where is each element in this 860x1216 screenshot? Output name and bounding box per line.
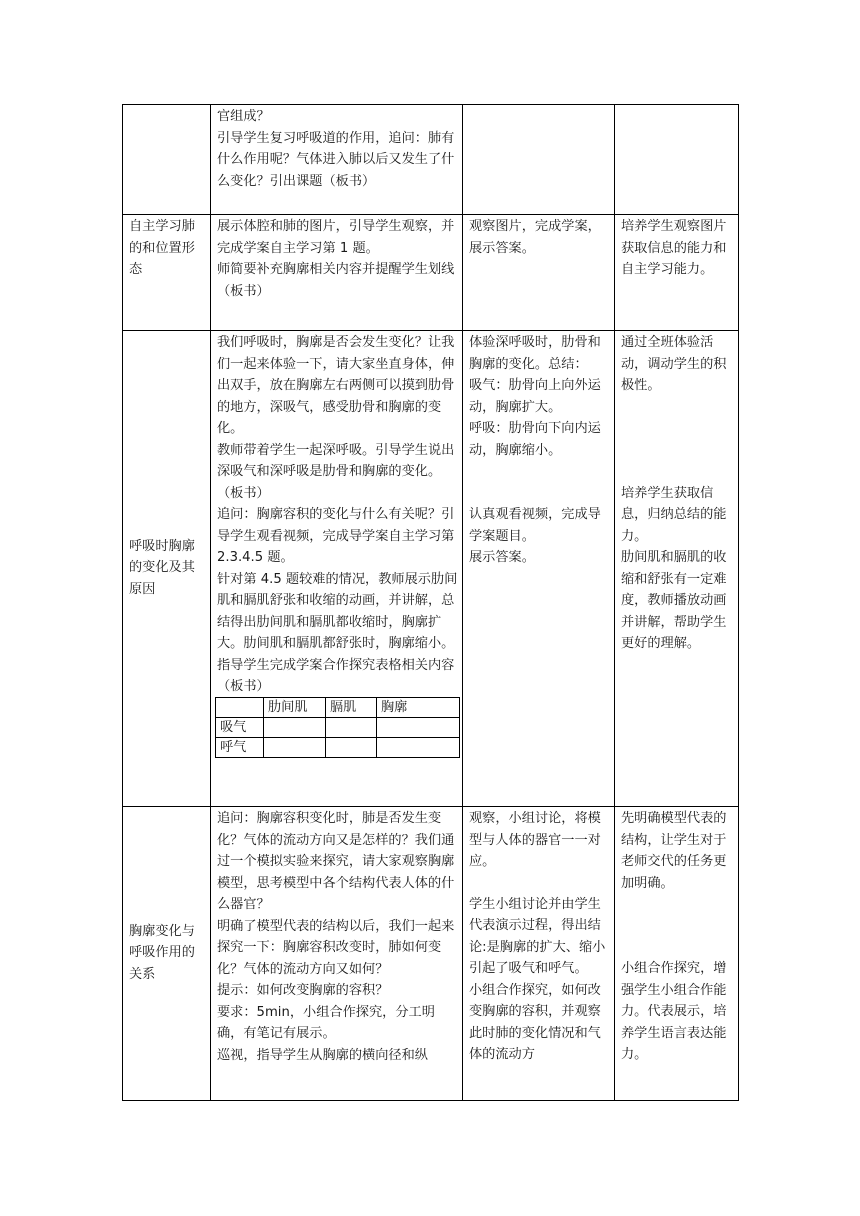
blank-cell (264, 737, 326, 757)
paragraph: 要求：5min，小组合作探究，分工明确，有笔记有展示。 (217, 1004, 435, 1041)
paragraph: 小组合作探究，如何改变胸廓的容积，并观察此时肺的变化情况和气体的流动方 (469, 982, 601, 1062)
paragraph: 通过全班体验活动，调动学生的积极性。 (621, 335, 727, 393)
paragraph: 巡视，指导学生从胸廓的横向径和纵 (217, 1047, 428, 1063)
table-row (123, 105, 739, 215)
table-row (123, 215, 739, 331)
paragraph: 先明确模型代表的结构，让学生对于老师交代的任务更加明确。 (621, 811, 727, 891)
paragraph: 展示体腔和肺的图片，引导学生观察，并完成学案自主学习第 1 题。 (217, 219, 455, 256)
lesson-plan-table (122, 104, 739, 1101)
student-activity-cell (463, 215, 615, 331)
topic-cell (123, 807, 211, 1101)
paragraph: 针对第 4.5 题较难的情况，教师展示肋间肌和膈肌舒张和收缩的动画，并讲解，总结得出肋间肌和膈肌都收缩时，胸廓扩大。肋间肌和膈肌都舒张时，胸廓缩小。 (217, 571, 458, 651)
table-row (123, 331, 739, 807)
paragraph: 体验深呼吸时，肋骨和胸廓的变化。总结： (469, 335, 601, 372)
paragraph: 提示：如何改变胸廓的容积？ (217, 983, 389, 998)
topic-cell (123, 215, 211, 331)
header-cell: 膈肌 (326, 697, 377, 717)
teacher-activity-cell (211, 331, 463, 807)
teacher-activity-cell (211, 105, 463, 215)
paragraph: 指导学生完成学案合作探究表格相关内容（板书） (217, 657, 455, 694)
paragraph: 我们呼吸时，胸廓是否会发生变化？让我们一起来体验一下，请大家坐直身体，伸出双手，放在胸廓左右两侧可以摸到肋骨的地方，深吸气，感受肋骨和胸廓的变化。 (217, 335, 455, 436)
topic-text: 自主学习肺的和位置形态 (129, 219, 195, 277)
paragraph: 呼吸：肋骨向下向内运动，胸廓缩小。 (469, 421, 601, 458)
paragraph: 官组成？ (217, 109, 270, 124)
header-cell: 肋间肌 (264, 697, 326, 717)
student-activity-cell (463, 807, 615, 1101)
topic-text: 呼吸时胸廓的变化及其原因 (129, 538, 195, 597)
paragraph: 培养学生观察图片获取信息的能力和自主学习能力。 (621, 219, 727, 277)
design-purpose-cell (615, 215, 739, 331)
paragraph: 观察图片，完成学案，展示答案。 (469, 219, 601, 256)
paragraph: 追问：胸廓容积的变化与什么有关呢？引导学生观看视频，完成导学案自主学习第 2.3.4.5 题。 (217, 507, 455, 565)
blank-cell (377, 737, 460, 757)
topic-text: 胸廓变化与呼吸作用的关系 (129, 923, 195, 982)
header-cell: 胸廓 (377, 697, 460, 717)
topic-cell (123, 331, 211, 807)
exploration-header-row (216, 697, 460, 717)
header-cell (216, 697, 264, 717)
blank-cell (377, 717, 460, 737)
exploration-row (216, 737, 460, 757)
row-label-cell: 呼气 (216, 737, 264, 757)
table-row (123, 807, 739, 1101)
paragraph: 小组合作探究，增强学生小组合作能力。代表展示，培养学生语言表达能力。 (621, 961, 727, 1062)
paragraph: 认真观看视频，完成导学案题目。 (469, 507, 601, 544)
paragraph: 观察，小组讨论，将模型与人体的器官一一对应。 (469, 811, 601, 869)
topic-cell (123, 105, 211, 215)
blank-cell (264, 717, 326, 737)
student-activity-cell (463, 331, 615, 807)
blank-cell (326, 717, 377, 737)
exploration-row (216, 717, 460, 737)
paragraph: 肋间肌和膈肌的收缩和舒张有一定难度，教师播放动画并讲解，帮助学生更好的理解。 (621, 550, 727, 651)
student-activity-cell (463, 105, 615, 215)
paragraph: 吸气：肋骨向上向外运动，胸廓扩大。 (469, 378, 601, 415)
paragraph: 追问：胸廓容积变化时，肺是否发生变化？气体的流动方向又是怎样的？我们通过一个模拟实验来探究，请大家观察胸廓模型，思考模型中各个结构代表人体的什么器官？ (217, 811, 455, 912)
exploration-table (215, 697, 460, 758)
blank-cell (326, 737, 377, 757)
paragraph: 师简要补充胸廓相关内容并提醒学生划线（板书） (217, 262, 455, 299)
paragraph: 引导学生复习呼吸道的作用，追问：肺有什么作用呢？气体进入肺以后又发生了什么变化？引出课题（板书） (217, 130, 455, 189)
design-purpose-cell (615, 807, 739, 1101)
paragraph: 教师带着学生一起深呼吸。引导学生说出深吸气和深呼吸是肋骨和胸廓的变化。（板书） (217, 442, 455, 501)
teacher-activity-cell (211, 807, 463, 1101)
row-label-cell: 吸气 (216, 717, 264, 737)
paragraph: 展示答案。 (469, 550, 535, 565)
design-purpose-cell (615, 105, 739, 215)
paragraph: 学生小组讨论并由学生代表演示过程，得出结论:是胸廓的扩大、缩小引起了吸气和呼气。 (469, 896, 606, 976)
design-purpose-cell (615, 331, 739, 807)
paragraph: 培养学生获取信息，归纳总结的能力。 (621, 485, 727, 544)
teacher-activity-cell (211, 215, 463, 331)
paragraph: 明确了模型代表的结构以后，我们一起来探究一下：胸廓容积改变时，肺如何变化？气体的流动方向又如何？ (217, 918, 455, 977)
